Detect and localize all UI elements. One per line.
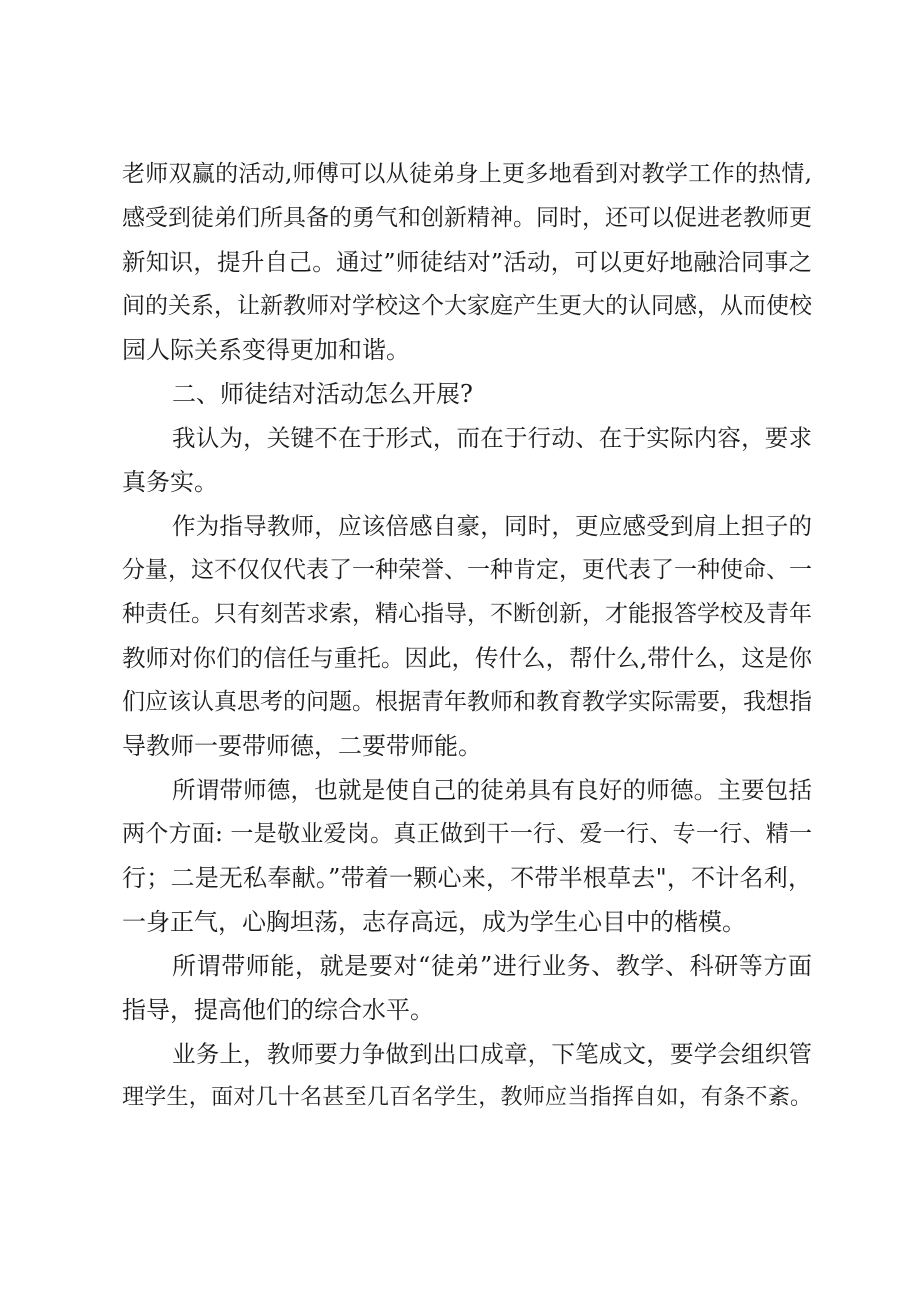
text-line: 业务上，教师要力争做到出口成章，下笔成文，要学会组织管 bbox=[172, 1040, 812, 1068]
text-line: 所谓带师能，就是要对“徒弟”进行业务、教学、科研等方面 bbox=[172, 952, 812, 980]
text-line: 真务实。 bbox=[122, 468, 218, 496]
text-line: 种责任。只有刻苦求索，精心指导，不断创新，才能报答学校及青年 bbox=[122, 601, 812, 627]
text-line: 行；二是无私奉献。”带着一颗心来，不带半根草去"，不计名利， bbox=[122, 864, 812, 892]
document-body bbox=[122, 152, 812, 1120]
text-line: 新知识，提升自己。通过”师徒结对”活动，可以更好地融洽同事之 bbox=[122, 248, 812, 276]
text-line: 分量，这不仅仅代表了一种荣誉、一种肯定，更代表了一种使命、一 bbox=[122, 557, 812, 583]
text-line: 理学生，面对几十名甚至几百名学生，教师应当指挥自如，有条不紊。 bbox=[122, 1085, 812, 1110]
text-line: 所谓带师德，也就是使自己的徒弟具有良好的师德。主要包括 bbox=[172, 776, 812, 804]
text-line: 指导，提高他们的综合水平。 bbox=[122, 996, 434, 1024]
text-line: 我认为，关键不在于形式，而在于行动、在于实际内容，要求 bbox=[172, 424, 812, 452]
text-line: 二、师徒结对活动怎么开展? bbox=[172, 380, 473, 408]
text-line: 导教师一要带师德，二要带师能。 bbox=[122, 732, 482, 760]
text-line: 间的关系，让新教师对学校这个大家庭产生更大的认同感，从而使校 bbox=[122, 293, 812, 319]
text-line: 们应该认真思考的问题。根据青年教师和教育教学实际需要，我想指 bbox=[122, 689, 812, 715]
text-line: 感受到徒弟们所具备的勇气和创新精神。同时，还可以促进老教师更 bbox=[122, 205, 812, 231]
text-line: 教师对你们的信任与重托。因此，传什么，帮什么,带什么，这是你 bbox=[122, 644, 812, 672]
text-line: 老师双赢的活动,师傅可以从徒弟身上更多地看到对教学工作的热情, bbox=[122, 161, 812, 187]
text-line: 园人际关系变得更加和谐。 bbox=[122, 336, 410, 364]
text-line: 作为指导教师，应该倍感自豪，同时，更应感受到肩上担子的 bbox=[172, 512, 812, 540]
text-line: 两个方面: 一是敬业爱岗。真正做到干一行、爱一行、专一行、精一 bbox=[122, 821, 812, 847]
text-line: 一身正气，心胸坦荡，志存高远，成为学生心目中的楷模。 bbox=[122, 908, 746, 936]
